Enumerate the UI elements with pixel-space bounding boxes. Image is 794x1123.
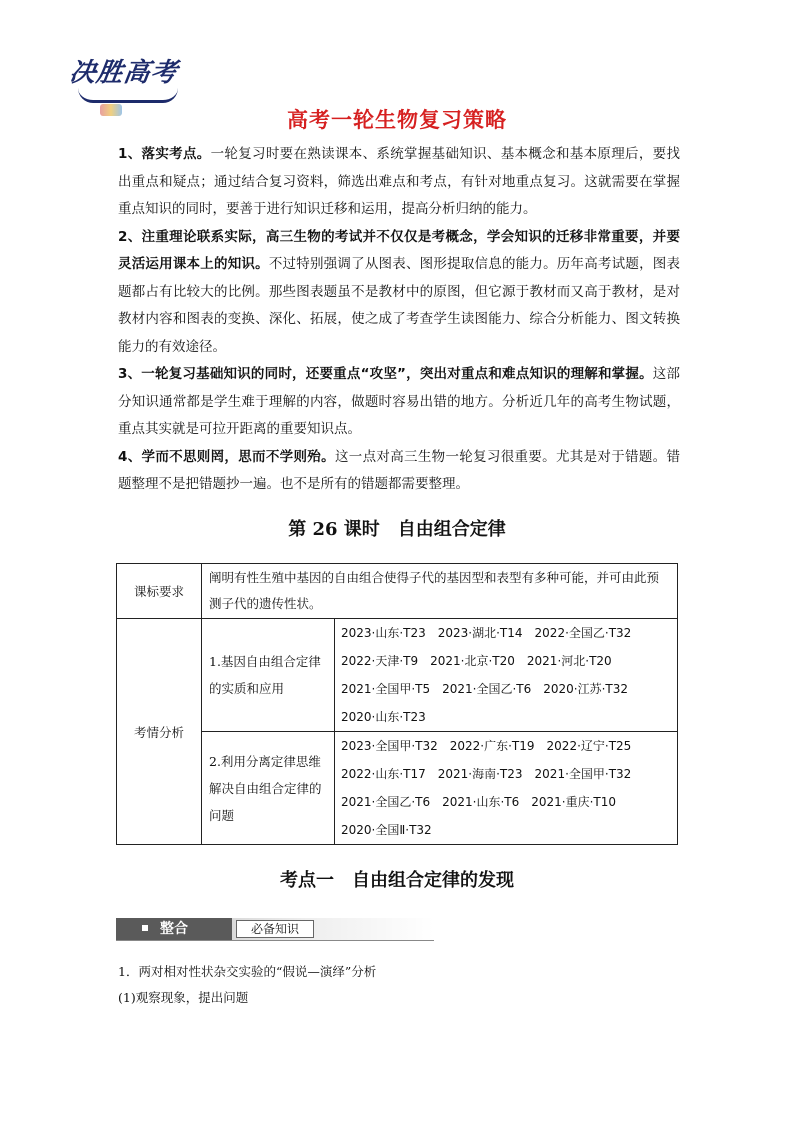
strategy-lead: 4、学而不思则罔，思而不学则殆。 <box>118 448 335 465</box>
content-item-1: 1．两对相对性状杂交实验的“假说—演绎”分析 <box>118 964 377 979</box>
strategy-body: 这部分知识通常都是学生难于理解的内容，做题时容易出错的地方。分析近几年的高考生物试题，重点其实就是可拉开距离的重要知识点。 <box>118 366 681 437</box>
strategy-body: 这一点对高三生物一轮复习很重要。尤其是对于错题。错题整理不是把错题抄一遍。也不是所有的错题都需要整理。 <box>118 448 680 492</box>
curriculum-table <box>116 563 678 845</box>
square-bullet-icon <box>142 925 148 931</box>
section-title: 考点一 自由组合定律的发现 <box>280 870 514 891</box>
strategy-lead: 3、一轮复习基础知识的同时，还要重点“攻坚”，突出对重点和难点知识的理解和掌握。 <box>118 366 653 382</box>
analysis-label: 考情分析 <box>117 619 202 845</box>
topic-name: 2.利用分离定律思维解决自由组合定律的问题 <box>202 732 335 845</box>
exam-line: 2023·山东·T23 2023·湖北·T14 2022·全国乙·T32 <box>341 626 632 640</box>
badge-main-label: 整合 <box>160 921 188 937</box>
section-badge <box>116 918 434 941</box>
exam-line: 2021·全国乙·T6 2021·山东·T6 2021·重庆·T10 <box>341 795 617 809</box>
page-title: 高考一轮生物复习策略 <box>287 108 507 132</box>
logo-swoosh <box>78 88 178 103</box>
strategy-paragraph-2 <box>118 224 680 362</box>
exam-line: 2023·全国甲·T32 2022·广东·T19 2022·辽宁·T25 <box>341 739 632 753</box>
logo-text: 决胜高考 <box>67 58 180 88</box>
strategy-paragraph-3 <box>118 361 680 444</box>
exam-list <box>335 732 678 845</box>
exam-list <box>335 619 678 732</box>
req-label: 课标要求 <box>117 564 202 619</box>
strategy-body: 一轮复习时要在熟读课本、系统掌握基础知识、基本概念和基本原理后，要找出重点和疑点；通过结合复习资料，筛选出难点和考点，有针对地重点复习。这就需要在掌握重点知识的同时，要善于进行知识迁移和运用，提高分析归纳的能力。 <box>118 146 680 217</box>
exam-line: 2020·全国Ⅱ·T32 <box>341 823 432 837</box>
table-row <box>117 732 678 845</box>
strategy-lead: 2、注重理论联系实际，高三生物的考试并不仅仅是考概念，学会知识的迁移非常重要，并要灵活运用课本上的知识。 <box>118 228 680 272</box>
strategy-body: 不过特别强调了从图表、图形提取信息的能力。历年高考试题，图表题都占有比较大的比例。那些图表题虽不是教材中的原图，但它源于教材而又高于教材，是对教材内容和图表的变换、深化、拓展，使之成了考查学生读图能力、综合分析能力、图文转换能力的有效途径。 <box>118 256 681 355</box>
exam-line: 2022·天津·T9 2021·北京·T20 2021·河北·T20 <box>341 654 612 668</box>
exam-line: 2022·山东·T17 2021·海南·T23 2021·全国甲·T32 <box>341 767 632 781</box>
lesson-title: 第 26 课时 自由组合定律 <box>288 519 506 540</box>
table-row <box>117 619 678 732</box>
req-text: 阐明有性生殖中基因的自由组合使得子代的基因型和表型有多种可能，并可由此预测子代的遗传性状。 <box>202 564 678 619</box>
strategy-section <box>118 141 680 499</box>
strategy-paragraph-1 <box>118 141 680 224</box>
table-row <box>117 564 678 619</box>
exam-line: 2021·全国甲·T5 2021·全国乙·T6 2020·江苏·T32 <box>341 682 629 696</box>
topic-name: 1.基因自由组合定律的实质和应用 <box>202 619 335 732</box>
badge-sub: 必备知识 <box>236 920 314 938</box>
strategy-paragraph-4 <box>118 444 680 499</box>
content-item-2: (1)观察现象，提出问题 <box>118 990 249 1005</box>
badge-main <box>116 918 232 940</box>
exam-line: 2020·山东·T23 <box>341 710 426 724</box>
strategy-lead: 1、落实考点。 <box>118 146 211 162</box>
